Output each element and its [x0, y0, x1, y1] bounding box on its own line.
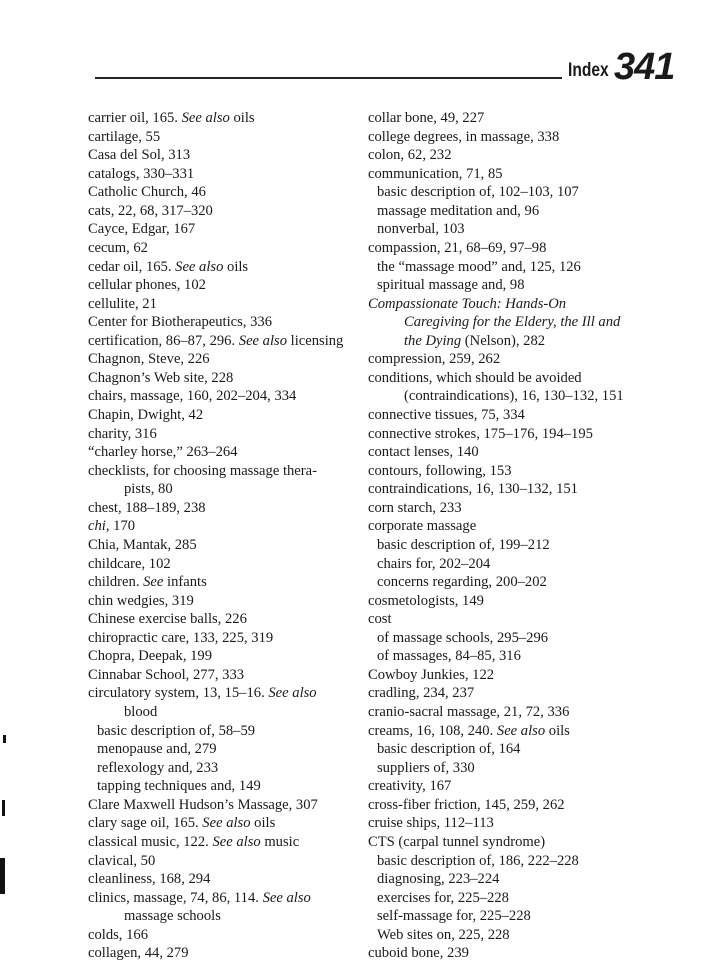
index-subentry: [368, 536, 688, 555]
index-entry: [88, 499, 363, 518]
index-entry: [368, 480, 688, 499]
index-entry: [368, 499, 688, 518]
scan-artifact: [2, 800, 5, 816]
index-entry-continuation: [368, 387, 688, 406]
index-entry: [88, 276, 363, 295]
index-entry: [88, 128, 363, 147]
header-rule: [95, 77, 562, 79]
entry-text: , 170: [105, 518, 136, 535]
index-entry: [88, 666, 363, 685]
index-entry-continuation: [88, 703, 363, 722]
entry-text: chest, 188–189, 238: [88, 499, 206, 516]
index-entry: [88, 796, 363, 815]
index-entry: [368, 443, 688, 462]
entry-text: massage meditation and, 96: [377, 202, 540, 219]
entry-text: chiropractic care, 133, 225, 319: [88, 629, 274, 646]
entry-text: basic description of, 186, 222–228: [377, 852, 579, 869]
index-entry: [88, 313, 363, 332]
entry-text: Chapin, Dwight, 42: [88, 407, 204, 423]
entry-text: cellulite, 21: [88, 295, 157, 312]
italic-text: See also: [496, 722, 546, 739]
index-entry: [368, 425, 688, 444]
italic-text: Caregiving for the Eldery, the Ill and: [404, 314, 621, 331]
index-entry: [368, 350, 688, 369]
index-subentry: [368, 555, 688, 574]
index-entry: [368, 592, 688, 611]
entry-text: colon, 62, 232: [368, 147, 452, 164]
index-entry: [88, 443, 363, 462]
entry-text: classical music, 122.: [88, 833, 213, 850]
entry-text: Cayce, Edgar, 167: [88, 221, 196, 238]
index-subentry: [368, 573, 688, 592]
entry-text: clavical, 50: [88, 852, 156, 869]
entry-text: compassion, 21, 68–69, 97–98: [368, 239, 547, 256]
entry-text: Chagnon, Steve, 226: [88, 351, 210, 368]
entry-text: oils: [223, 258, 249, 275]
entry-text: childcare, 102: [88, 555, 171, 572]
entry-text: nonverbal, 103: [377, 221, 465, 238]
entry-text: cedar oil, 165.: [88, 258, 176, 275]
index-entry: [88, 332, 363, 351]
entry-text: reflexology and, 233: [97, 759, 219, 776]
entry-text: contact lenses, 140: [368, 444, 479, 461]
entry-text: collar bone, 49, 227: [368, 110, 485, 126]
italic-text: chi: [88, 518, 106, 535]
entry-text: cuboid bone, 239: [368, 945, 469, 962]
index-subentry: [368, 740, 688, 759]
index-entry: [88, 387, 363, 406]
entry-text: basic description of, 164: [377, 741, 521, 758]
index-entry: [88, 684, 363, 703]
index-entry: [368, 610, 688, 629]
running-head: Index: [568, 60, 609, 81]
index-entry: [368, 128, 688, 147]
index-subentry: [368, 759, 688, 778]
entry-text: contours, following, 153: [368, 462, 512, 479]
entry-text: basic description of, 199–212: [377, 536, 550, 553]
index-entry: [368, 369, 688, 388]
index-entry: [88, 462, 363, 481]
entry-text: self-massage for, 225–228: [377, 908, 531, 925]
entry-text: certification, 86–87, 296.: [88, 332, 239, 349]
index-subentry: [368, 276, 688, 295]
entry-text: Cinnabar School, 277, 333: [88, 666, 245, 683]
entry-text: corporate massage: [368, 518, 477, 535]
index-column-right: [368, 109, 688, 963]
index-entry: [88, 350, 363, 369]
entry-text: corn starch, 233: [368, 499, 462, 516]
entry-text: oils: [545, 722, 570, 739]
entry-text: conditions, which should be avoided: [368, 369, 582, 386]
entry-text: creams, 16, 108, 240.: [368, 722, 497, 739]
entry-text: chairs, massage, 160, 202–204, 334: [88, 388, 297, 405]
index-entry: [368, 295, 688, 314]
index-subentry: [368, 926, 688, 945]
entry-text: spiritual massage and, 98: [377, 277, 525, 294]
italic-text: See also: [181, 110, 230, 126]
entry-text: Catholic Church, 46: [88, 184, 206, 201]
index-entry: [88, 517, 363, 536]
index-entry: [368, 722, 688, 741]
entry-text: cosmetologists, 149: [368, 592, 484, 609]
index-entry: [88, 258, 363, 277]
entry-text: basic description of, 58–59: [97, 722, 256, 739]
entry-text: Chopra, Deepak, 199: [88, 648, 213, 665]
entry-text: oils: [229, 110, 255, 126]
index-entry: [88, 610, 363, 629]
italic-text: See also: [262, 889, 311, 906]
index-subentry: [368, 258, 688, 277]
index-subentry: [88, 777, 363, 796]
index-entry: [368, 944, 688, 963]
index-subentry: [368, 870, 688, 889]
entry-text: catalogs, 330–331: [88, 165, 195, 182]
entry-text: cecum, 62: [88, 239, 148, 256]
entry-text: Center for Biotherapeutics, 336: [88, 314, 272, 331]
index-column-left: [88, 109, 363, 963]
index-entry: [88, 202, 363, 221]
entry-text: licensing: [287, 332, 344, 349]
index-entry: [368, 146, 688, 165]
index-entry-continuation: [368, 313, 688, 332]
entry-text: clary sage oil, 165.: [88, 815, 203, 832]
index-entry: [368, 796, 688, 815]
entry-text: connective tissues, 75, 334: [368, 407, 525, 423]
index-subentry: [368, 220, 688, 239]
entry-text: colds, 166: [88, 926, 148, 943]
entry-text: clinics, massage, 74, 86, 114.: [88, 889, 263, 906]
index-entry-continuation: [88, 907, 363, 926]
index-entry: [88, 592, 363, 611]
entry-text: children.: [88, 574, 144, 591]
entry-text: of massage schools, 295–296: [377, 629, 549, 646]
index-entry: [88, 239, 363, 258]
index-entry: [88, 369, 363, 388]
italic-text: See also: [175, 258, 224, 275]
index-entry: [368, 517, 688, 536]
entry-text: cradling, 234, 237: [368, 685, 475, 702]
index-entry: [88, 926, 363, 945]
index-entry: [88, 647, 363, 666]
index-entry: [88, 295, 363, 314]
entry-text: cartilage, 55: [88, 128, 161, 145]
page-number: 341: [614, 46, 675, 88]
entry-text: basic description of, 102–103, 107: [377, 184, 579, 201]
entry-text: menopause and, 279: [97, 741, 217, 758]
index-entry: [368, 833, 688, 852]
entry-text: connective strokes, 175–176, 194–195: [368, 425, 593, 442]
entry-text: Web sites on, 225, 228: [377, 926, 510, 943]
index-subentry: [88, 740, 363, 759]
entry-text: Casa del Sol, 313: [88, 147, 191, 164]
entry-text: Chagnon’s Web site, 228: [88, 369, 234, 386]
entry-text: cats, 22, 68, 317–320: [88, 202, 213, 219]
entry-text: exercises for, 225–228: [377, 889, 509, 906]
index-entry: [368, 239, 688, 258]
entry-text: contraindications, 16, 130–132, 151: [368, 481, 578, 498]
index-entry: [88, 146, 363, 165]
italic-text: Compassionate Touch: Hands-On: [368, 295, 567, 312]
index-entry: [368, 777, 688, 796]
index-entry: [88, 833, 363, 852]
index-entry: [88, 406, 363, 425]
index-entry: [368, 703, 688, 722]
entry-text: “charley horse,” 263–264: [88, 444, 238, 461]
scan-artifact: [3, 735, 6, 743]
scan-artifact: [0, 858, 5, 894]
italic-text: See also: [212, 833, 261, 850]
entry-text: cost: [368, 611, 392, 628]
italic-text: See also: [202, 815, 251, 832]
entry-text: college degrees, in massage, 338: [368, 128, 560, 145]
entry-text: massage schools: [124, 908, 221, 925]
entry-text: diagnosing, 223–224: [377, 871, 500, 888]
entry-text: concerns regarding, 200–202: [377, 574, 547, 591]
italic-text: See also: [268, 685, 317, 702]
entry-text: checklists, for choosing massage thera-: [88, 462, 317, 479]
entry-text: infants: [163, 574, 207, 591]
index-entry: [88, 183, 363, 202]
index-entry: [88, 165, 363, 184]
entry-text: creativity, 167: [368, 778, 452, 795]
index-subentry: [368, 889, 688, 908]
entry-text: compression, 259, 262: [368, 351, 501, 368]
index-entry: [368, 814, 688, 833]
entry-text: Clare Maxwell Hudson’s Massage, 307: [88, 796, 318, 813]
index-entry: [88, 555, 363, 574]
index-entry: [88, 944, 363, 963]
entry-text: suppliers of, 330: [377, 759, 475, 776]
entry-text: cranio-sacral massage, 21, 72, 336: [368, 704, 570, 720]
entry-text: Chia, Mantak, 285: [88, 536, 197, 553]
index-subentry: [88, 722, 363, 741]
index-entry: [88, 425, 363, 444]
index-entry: [368, 684, 688, 703]
entry-text: cleanliness, 168, 294: [88, 871, 211, 888]
entry-text: CTS (carpal tunnel syndrome): [368, 833, 546, 850]
index-entry-continuation: [368, 332, 688, 351]
index-entry: [88, 629, 363, 648]
index-subentry: [368, 852, 688, 871]
index-entry: [368, 165, 688, 184]
index-entry: [88, 852, 363, 871]
index-entry: [88, 870, 363, 889]
entry-text: (Nelson), 282: [461, 332, 546, 349]
index-entry: [368, 109, 688, 128]
entry-text: circulatory system, 13, 15–16.: [88, 685, 269, 702]
entry-text: Cowboy Junkies, 122: [368, 666, 495, 683]
index-entry-continuation: [88, 480, 363, 499]
index-entry: [88, 536, 363, 555]
entry-text: chin wedgies, 319: [88, 592, 194, 609]
entry-text: music: [260, 833, 300, 850]
entry-text: blood: [124, 704, 158, 720]
index-subentry: [368, 202, 688, 221]
entry-text: communication, 71, 85: [368, 165, 503, 182]
index-entry: [88, 889, 363, 908]
entry-text: cruise ships, 112–113: [368, 815, 494, 832]
index-entry: [88, 109, 363, 128]
italic-text: See also: [238, 332, 287, 349]
index-entry: [368, 406, 688, 425]
entry-text: collagen, 44, 279: [88, 945, 189, 962]
entry-text: carrier oil, 165.: [88, 110, 182, 126]
entry-text: Chinese exercise balls, 226: [88, 611, 247, 628]
entry-text: oils: [250, 815, 276, 832]
entry-text: cellular phones, 102: [88, 277, 206, 294]
entry-text: cross-fiber friction, 145, 259, 262: [368, 796, 565, 813]
entry-text: charity, 316: [88, 425, 157, 442]
entry-text: of massages, 84–85, 316: [377, 648, 521, 665]
index-subentry: [368, 183, 688, 202]
index-entry: [368, 462, 688, 481]
index-entry: [88, 220, 363, 239]
entry-text: the “massage mood” and, 125, 126: [377, 258, 581, 275]
index-subentry: [368, 629, 688, 648]
index-entry: [88, 573, 363, 592]
entry-text: tapping techniques and, 149: [97, 778, 261, 795]
index-entry: [88, 814, 363, 833]
index-subentry: [88, 759, 363, 778]
entry-text: (contraindications), 16, 130–132, 151: [404, 388, 624, 405]
italic-text: the Dying: [404, 332, 462, 349]
index-subentry: [368, 647, 688, 666]
italic-text: See: [143, 574, 164, 591]
entry-text: pists, 80: [124, 481, 173, 498]
entry-text: chairs for, 202–204: [377, 555, 491, 572]
index-subentry: [368, 907, 688, 926]
index-entry: [368, 666, 688, 685]
